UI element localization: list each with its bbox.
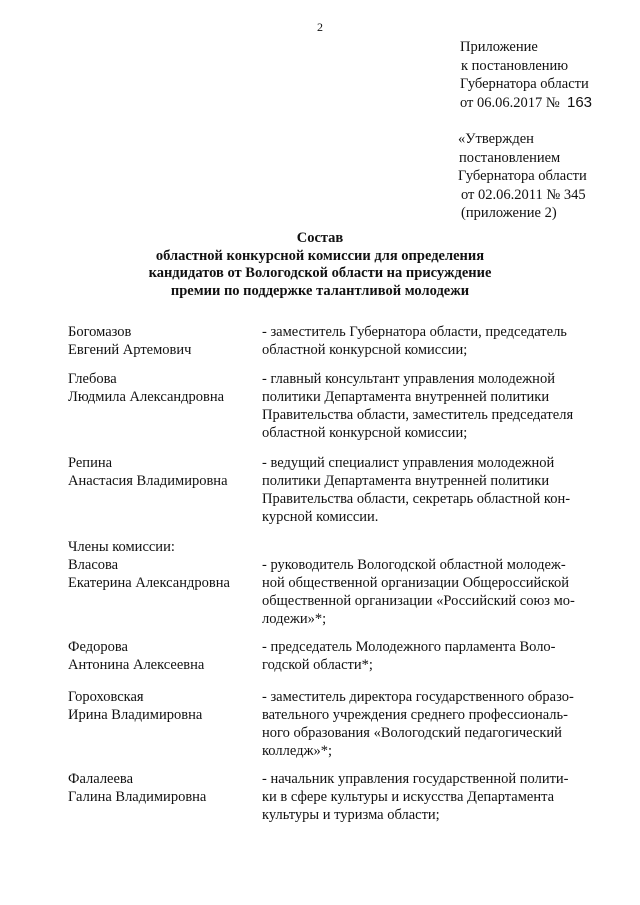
role-line: - заместитель директора государственного образо- xyxy=(262,689,574,705)
member-role xyxy=(262,454,592,526)
member-role xyxy=(262,638,592,674)
title-line: областной конкурсной комиссии для определения xyxy=(155,247,485,264)
title-line: кандидатов от Вологодской области на присуждение xyxy=(148,265,492,281)
role-line: областной конкурсной комиссии; xyxy=(262,425,468,441)
decree-number: 163 xyxy=(566,93,593,111)
member-name xyxy=(68,323,258,359)
member-given-names: Евгений Артемович xyxy=(68,342,192,358)
role-line: вательного учреждения среднего профессиональ- xyxy=(262,707,568,723)
role-line: - заместитель Губернатора области, председатель xyxy=(262,324,567,340)
approved-line: Губернатора области xyxy=(458,168,587,184)
member-role xyxy=(262,370,592,442)
role-line: курсной комиссии. xyxy=(262,509,379,525)
role-line: Правительства области, заместитель председателя xyxy=(262,407,574,423)
role-line: - главный консультант управления молодежной xyxy=(262,371,555,387)
member-given-names: Екатерина Александровна xyxy=(68,575,230,591)
member-name xyxy=(68,556,258,592)
approved-line: от 02.06.2011 № 345 xyxy=(461,186,586,203)
member-surname: Глебова xyxy=(68,371,117,387)
member-name xyxy=(68,688,258,724)
member-surname: Гороховская xyxy=(68,689,144,705)
member-given-names: Людмила Александровна xyxy=(68,389,225,405)
role-line: колледж»*; xyxy=(262,743,333,759)
approved-block xyxy=(458,130,587,223)
member-surname: Репина xyxy=(68,455,113,471)
member-role xyxy=(262,770,592,824)
appendix-block xyxy=(460,38,592,112)
role-line: ки в сфере культуры и искусства Департамента xyxy=(262,789,555,805)
appendix-line: Приложение xyxy=(460,39,538,55)
role-line: Правительства области, секретарь областной кон- xyxy=(262,491,571,507)
role-line: - руководитель Вологодской областной молодеж- xyxy=(262,557,566,573)
member-name xyxy=(68,770,258,806)
member-surname: Богомазов xyxy=(68,324,132,340)
member-surname: Власова xyxy=(68,557,119,573)
approved-line: «Утвержден xyxy=(458,131,534,147)
role-line: областной конкурсной комиссии; xyxy=(262,342,468,358)
members-section-label: Члены комиссии: xyxy=(68,539,175,555)
role-line: годской области*; xyxy=(262,657,373,673)
role-line: культуры и туризма области; xyxy=(262,807,440,823)
appendix-line: к постановлению xyxy=(461,57,569,74)
role-line: ного образования «Вологодский педагогический xyxy=(262,725,562,741)
member-role xyxy=(262,556,592,628)
role-line: политики Департамента внутренней политики xyxy=(262,389,550,405)
member-name xyxy=(68,370,258,406)
appendix-line: Губернатора области xyxy=(460,76,589,92)
role-line: - председатель Молодежного парламента Воло- xyxy=(262,639,556,655)
member-role xyxy=(262,323,592,359)
approved-line: (приложение 2) xyxy=(461,205,557,221)
member-given-names: Анастасия Владимировна xyxy=(68,473,228,489)
role-line: - ведущий специалист управления молодежной xyxy=(262,455,555,471)
member-name xyxy=(68,638,258,674)
role-line: политики Департамента внутренней политики xyxy=(262,473,550,489)
approved-line: постановлением xyxy=(459,149,561,166)
title-line: Состав xyxy=(296,230,344,246)
member-given-names: Антонина Алексеевна xyxy=(68,657,205,673)
title-line: премии по поддержке талантливой молодежи xyxy=(170,282,470,299)
member-given-names: Ирина Владимировна xyxy=(68,707,203,723)
role-line: лодежи»*; xyxy=(262,611,327,627)
document-title xyxy=(0,230,640,300)
appendix-date: от 06.06.2017 № xyxy=(460,94,560,111)
appendix-date-line xyxy=(460,94,592,113)
member-name xyxy=(68,454,258,490)
page-number: 2 xyxy=(317,20,323,34)
member-surname: Фалалеева xyxy=(68,771,134,787)
role-line: ной общественной организации Общероссийской xyxy=(262,575,570,591)
member-surname: Федорова xyxy=(68,639,128,655)
role-line: - начальник управления государственной полити- xyxy=(262,771,569,787)
role-line: общественной организации «Российский союз мо- xyxy=(262,593,575,609)
member-given-names: Галина Владимировна xyxy=(68,789,207,805)
member-role xyxy=(262,688,592,760)
